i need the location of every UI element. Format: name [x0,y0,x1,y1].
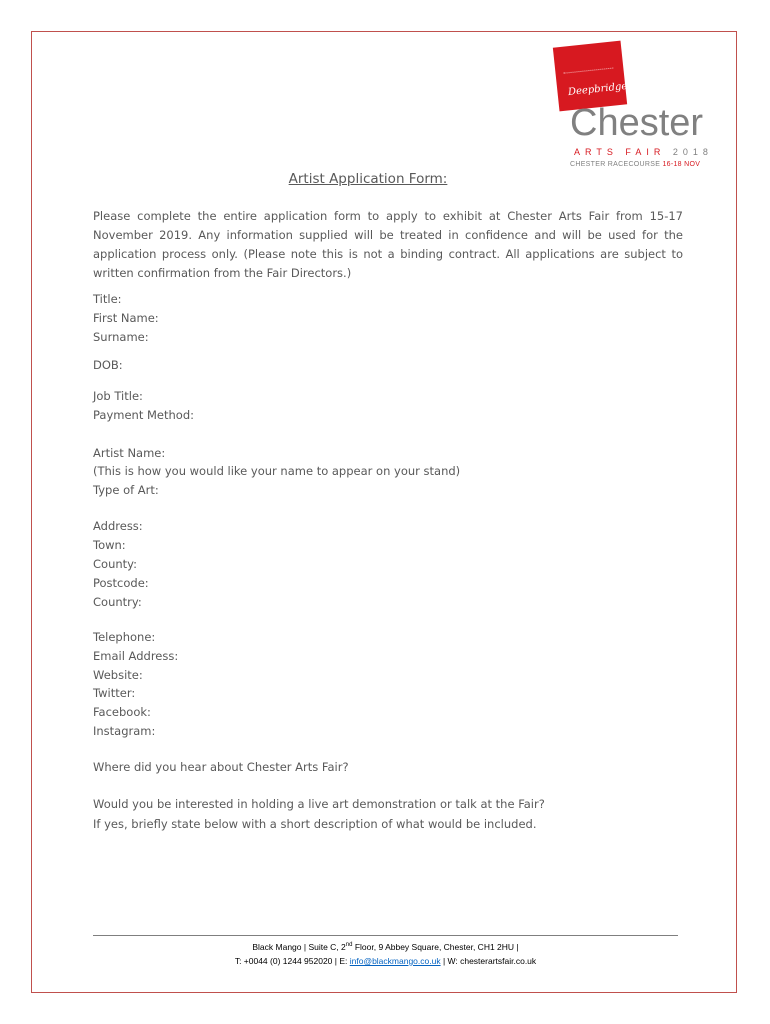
field-job-title: Job Title: [93,389,143,403]
footer-address-sup: nd [345,942,353,948]
field-town: Town: [93,538,126,552]
intro-paragraph: Please complete the entire application form to apply to exhibit at Chester Arts Fair from 15-17 November 2019. Any information supplied will be treated in confidence and will be used for the application process only. (Please note this is not a binding contract. All applications are subject to written confirmation from the Fair Directors.) [93,209,683,280]
field-postcode: Postcode: [93,576,149,590]
logo-sub-arts: ARTS FAIR [574,147,666,157]
field-payment-method: Payment Method: [93,408,195,422]
footer-website: | W: chesterartsfair.co.uk [440,955,537,966]
field-twitter: Twitter: [93,686,136,700]
field-address: Address: [93,519,143,533]
field-dob: DOB: [93,358,123,372]
field-email: Email Address: [93,649,179,663]
field-demo-note: If yes, briefly state below with a short description of what would be included. [93,817,537,831]
form-title: Artist Application Form: [288,171,448,187]
footer-address-a: Black Mango | Suite C, 2 [252,941,346,952]
field-artist-name: Artist Name: [93,446,166,460]
footer-contact-line [93,954,678,968]
field-telephone: Telephone: [93,630,156,644]
footer-divider [93,935,678,936]
field-first-name: First Name: [93,311,159,325]
field-title: Title: [93,292,122,306]
footer-address-line [93,938,678,954]
field-website: Website: [93,668,143,682]
footer-address-b: Floor, 9 Abbey Square, Chester, CH1 2HU | [352,941,519,952]
field-county: County: [93,557,137,571]
logo-sub-year: 2018 [672,147,713,157]
logo-sponsor: Deepbridge [567,80,628,99]
logo-tag-dates: 16-18 NOV [662,161,701,168]
logo-name: Chester [570,102,704,144]
field-type-of-art: Type of Art: [93,483,159,497]
field-surname: Surname: [93,330,149,344]
field-facebook: Facebook: [93,705,151,719]
logo-red-square [553,41,627,112]
logo-tagline [570,161,700,168]
field-country: Country: [93,595,142,609]
field-hear-about: Where did you hear about Chester Arts Fair? [93,760,349,774]
field-artist-name-note: (This is how you would like your name to appear on your stand) [93,464,461,478]
footer [93,938,678,968]
footer-email-link[interactable]: info@blackmango.co.uk [349,955,441,966]
logo-dotted-line [564,68,614,74]
footer-phone: T: +0044 (0) 1244 952020 | E: [234,955,350,966]
logo-subtitle [574,147,713,157]
chester-arts-fair-logo [556,40,726,175]
field-instagram: Instagram: [93,724,156,738]
logo-tag-venue: CHESTER RACECOURSE [570,161,661,168]
field-demo-question: Would you be interested in holding a live art demonstration or talk at the Fair? [93,797,545,811]
